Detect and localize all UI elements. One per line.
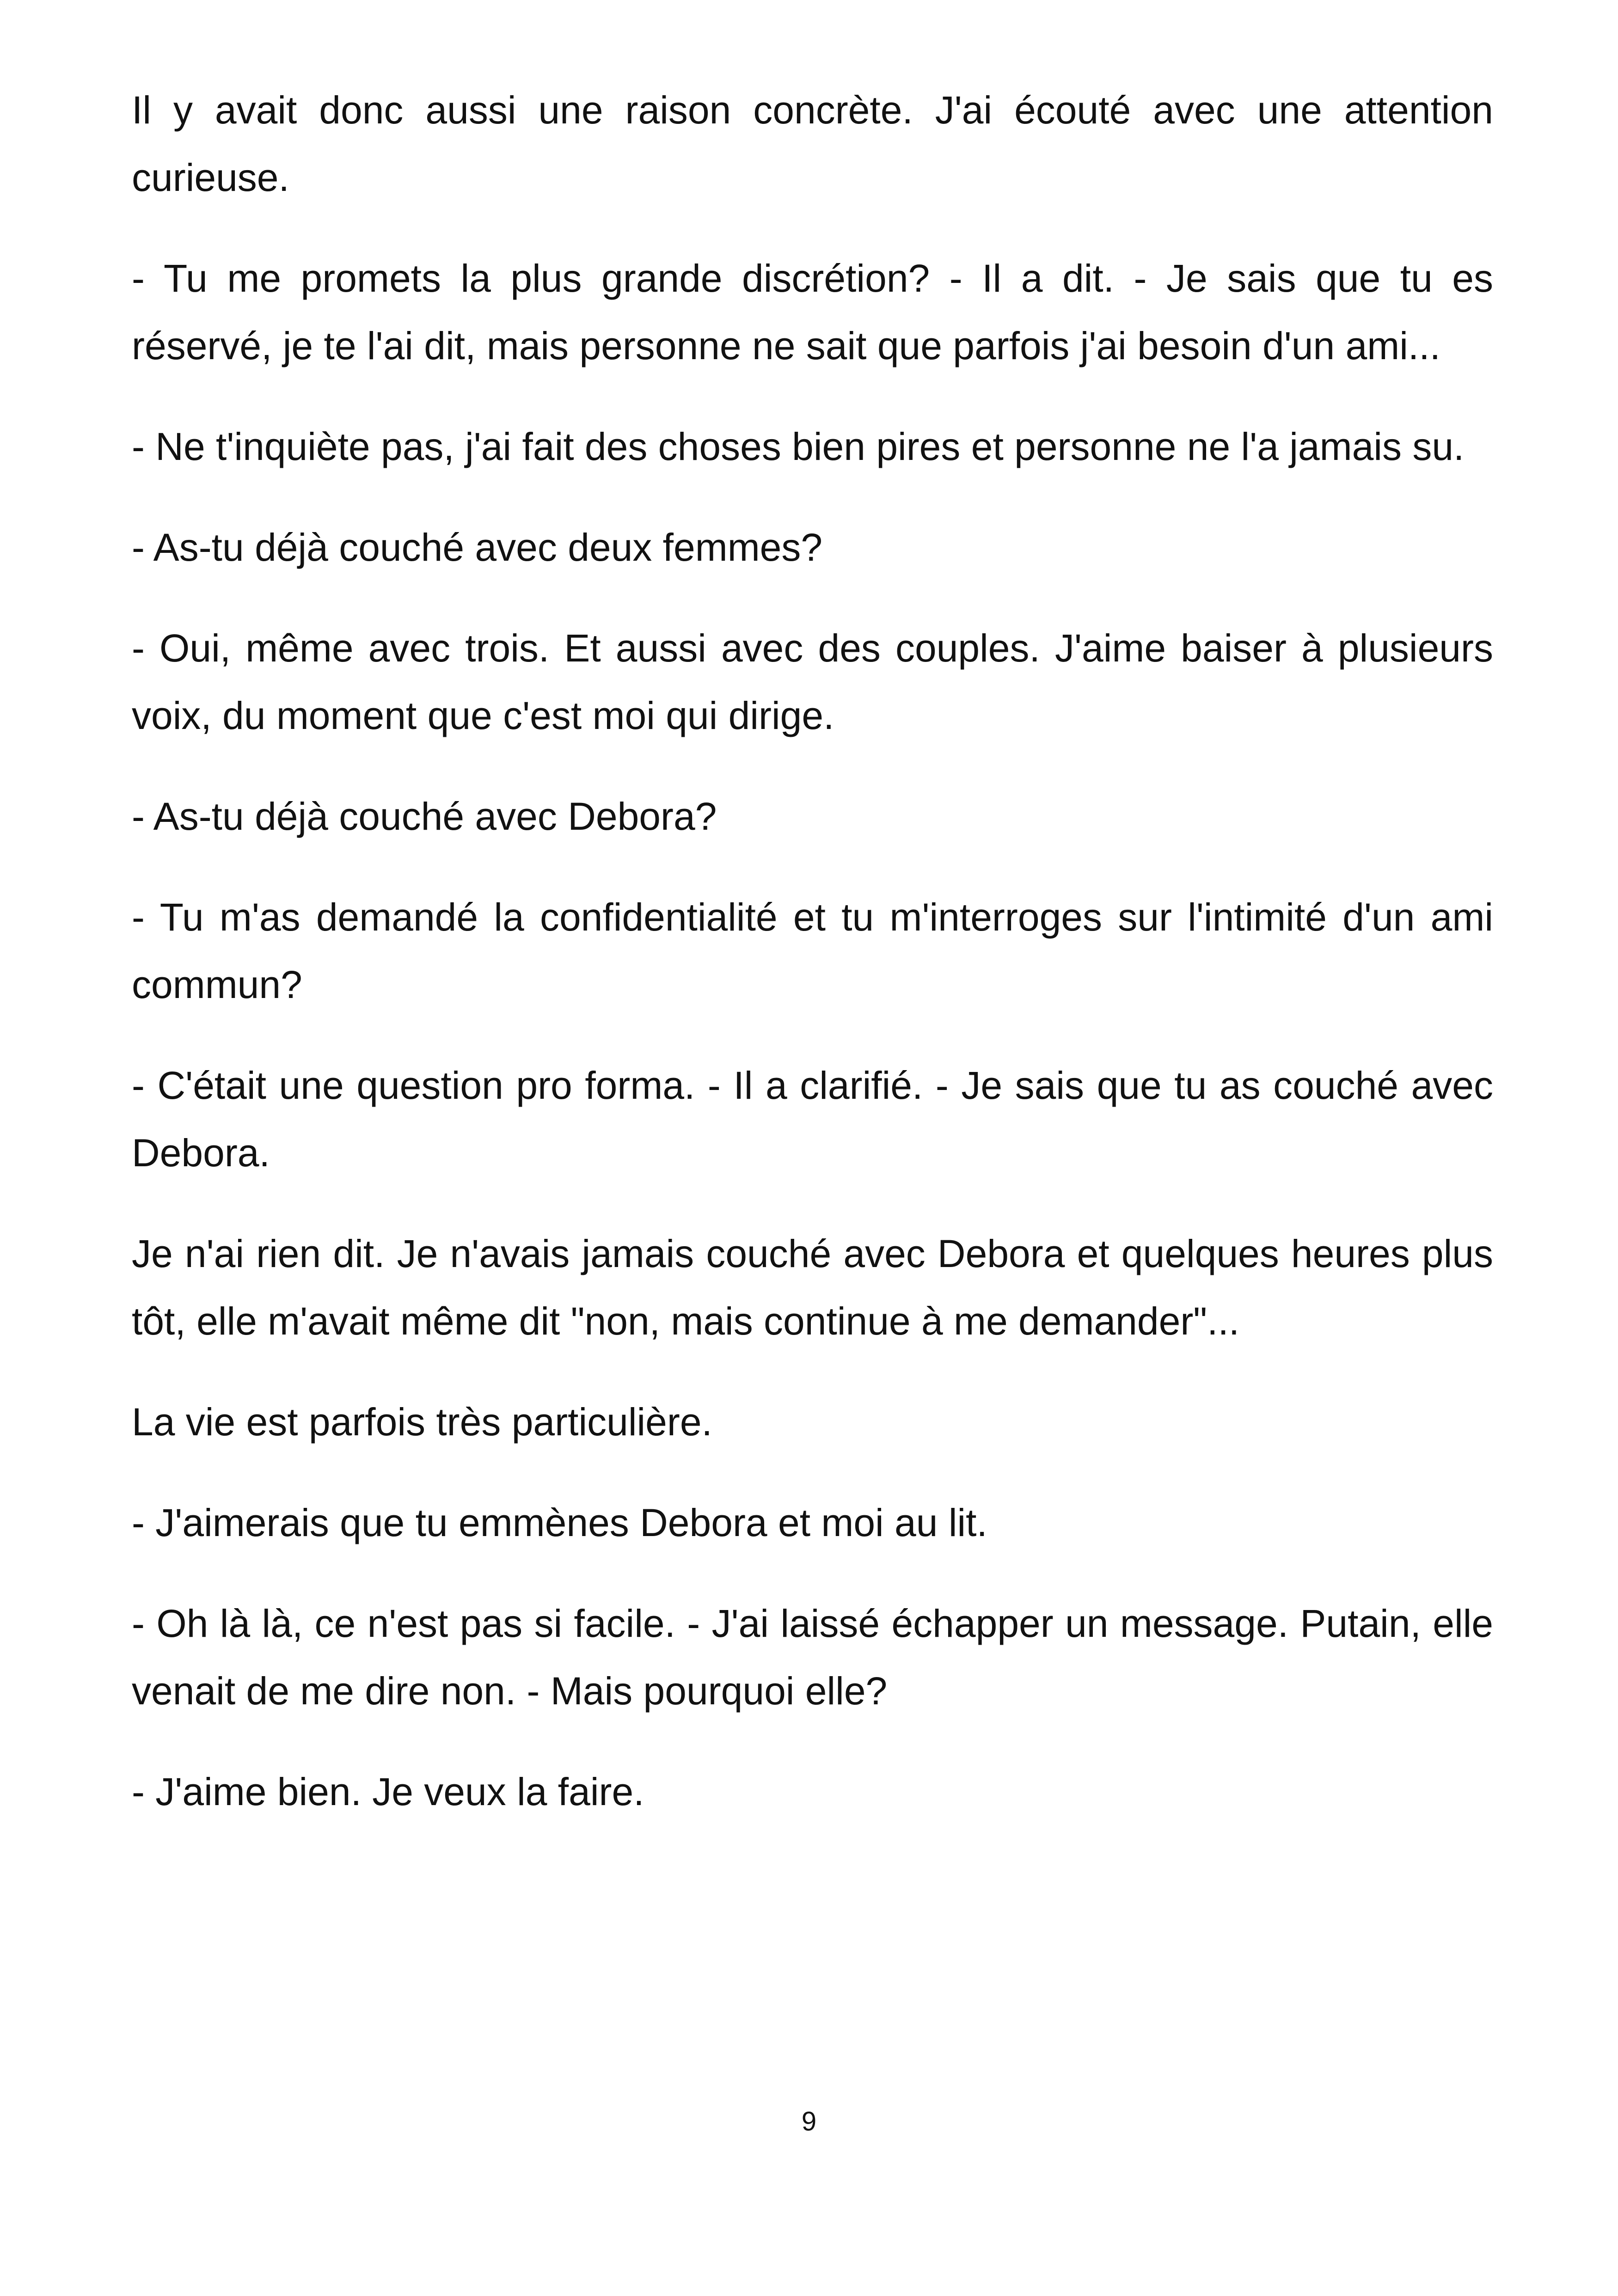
paragraph: La vie est parfois très particulière. <box>132 1400 712 1444</box>
paragraph: - Ne t'inquiète pas, j'ai fait des choses bien pires et personne ne l'a jamais su. <box>132 425 1465 468</box>
paragraph: - Oh là là, ce n'est pas si facile. - J'ai laissé échapper un message. Putain, elle venait de me dire non. - Mais pourquoi elle? <box>132 1602 1493 1713</box>
paragraph: - J'aimerais que tu emmènes Debora et moi au lit. <box>132 1501 987 1544</box>
paragraph: - As-tu déjà couché avec Debora? <box>132 795 717 838</box>
paragraph: Il y avait donc aussi une raison concrète. J'ai écouté avec une attention curieuse. <box>132 88 1493 199</box>
page-number: 9 <box>801 2106 817 2137</box>
text-body <box>132 76 1493 1859</box>
paragraph: - As-tu déjà couché avec deux femmes? <box>132 526 823 569</box>
paragraph: - J'aime bien. Je veux la faire. <box>132 1770 644 1813</box>
paragraph: - Tu me promets la plus grande discrétion? - Il a dit. - Je sais que tu es réservé, je te l'ai dit, mais personne ne sait que parfois j'ai besoin d'un ami... <box>132 257 1493 367</box>
paragraph: - Oui, même avec trois. Et aussi avec des couples. J'aime baiser à plusieurs voix, du moment que c'est moi qui dirige. <box>132 626 1493 737</box>
paragraph: Je n'ai rien dit. Je n'avais jamais couché avec Debora et quelques heures plus tôt, elle m'avait même dit "non, mais continue à me demander"... <box>132 1232 1493 1343</box>
paragraph: - C'était une question pro forma. - Il a clarifié. - Je sais que tu as couché avec Debora. <box>132 1064 1493 1175</box>
paragraph: - Tu m'as demandé la confidentialité et tu m'interroges sur l'intimité d'un ami commun? <box>132 895 1493 1006</box>
